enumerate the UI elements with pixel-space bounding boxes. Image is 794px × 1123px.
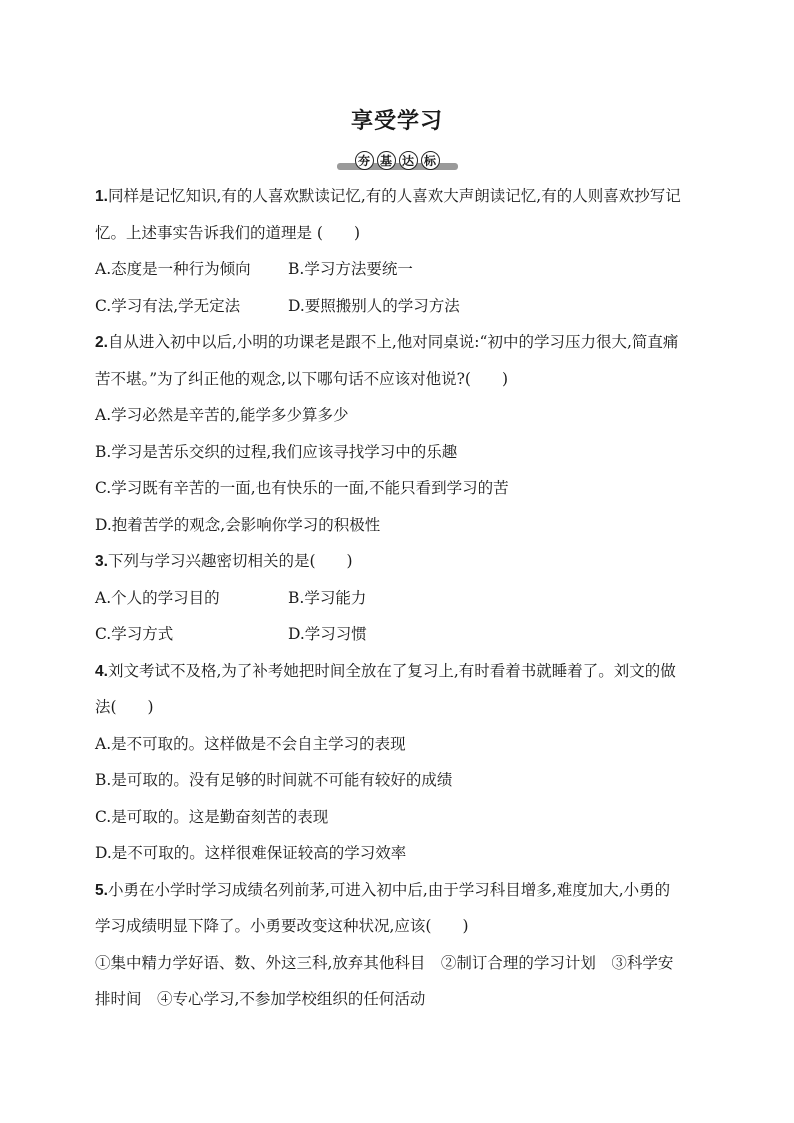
- option-a: A.是不可取的。这样做是不会自主学习的表现: [95, 734, 406, 753]
- question-number: 1.: [95, 188, 108, 205]
- option-d: D.要照搬别人的学习方法: [288, 296, 460, 315]
- option-row: [95, 580, 705, 617]
- question-text: 忆。上述事实告诉我们的道理是 ( ): [95, 223, 361, 242]
- option-row: [95, 251, 705, 288]
- question-list: [95, 178, 705, 1018]
- option-a: A.学习必然是辛苦的,能学多少算多少: [95, 406, 349, 424]
- question-text: 同样是记忆知识,有的人喜欢默读记忆,有的人喜欢大声朗读记忆,有的人则喜欢抄写记: [107, 187, 681, 205]
- question-2-stem: [95, 324, 705, 361]
- question-number: 3.: [95, 553, 108, 570]
- page-title: 享受学习: [350, 109, 443, 134]
- question-text: 苦不堪。”为了纠正他的观念,以下哪句话不应该对他说?( ): [95, 369, 509, 388]
- option-c: C.是可取的。这是勤奋刻苦的表现: [95, 807, 329, 826]
- option-d: D.抱着苦学的观念,会影响你学习的积极性: [95, 515, 381, 534]
- badge-char: 标: [421, 151, 440, 170]
- question-text: 学习成绩明显下降了。小勇要改变这种状况,应该( ): [95, 917, 469, 935]
- question-number: 5.: [95, 881, 108, 899]
- badge-char: 夯: [355, 151, 374, 170]
- question-1-stem: [95, 178, 705, 215]
- question-text: 刘文考试不及格,为了补考她把时间全放在了复习上,有时看着书就睡着了。刘文的做: [107, 661, 676, 680]
- question-statements: ①集中精力学好语、数、外这三科,放弃其他科目 ②制订合理的学习计划 ③科学安: [95, 953, 674, 972]
- badge-char: 基: [377, 151, 396, 170]
- question-number: 2.: [95, 334, 108, 351]
- question-number: 4.: [95, 662, 108, 680]
- question-text: 小勇在小学时学习成绩名列前茅,可进入初中后,由于学习科目增多,难度加大,小勇的: [107, 880, 671, 899]
- question-statements: 排时间 ④专心学习,不参加学校组织的任何活动: [95, 990, 426, 1008]
- badge-underline: [337, 163, 458, 170]
- option-b: B.学习能力: [288, 588, 367, 607]
- option-b: B.学习方法要统一: [288, 260, 413, 278]
- option-d: D.学习习惯: [288, 625, 367, 643]
- option-row: [95, 288, 705, 325]
- option-a: A.态度是一种行为倾向: [95, 260, 251, 278]
- option-b: B.是可取的。没有足够的时间就不可能有较好的成绩: [95, 771, 453, 789]
- section-badge: [0, 150, 794, 170]
- question-4-stem: [95, 653, 705, 690]
- question-3-stem: [95, 543, 705, 580]
- question-text: 下列与学习兴趣密切相关的是( ): [107, 552, 353, 570]
- option-d: D.是不可取的。这样很难保证较高的学习效率: [95, 844, 407, 862]
- option-a: A.个人的学习目的: [95, 588, 220, 607]
- option-c: C.学习有法,学无定法: [95, 296, 241, 315]
- question-text: 自从进入初中以后,小明的功课老是跟不上,他对同桌说:“初中的学习压力很大,简直痛: [107, 333, 679, 351]
- badge-char: 达: [399, 151, 418, 170]
- option-c: C.学习方式: [95, 625, 174, 643]
- question-5-stem: [95, 872, 705, 909]
- option-b: B.学习是苦乐交织的过程,我们应该寻找学习中的乐趣: [95, 442, 458, 461]
- option-row: [95, 616, 705, 653]
- question-text: 法( ): [95, 698, 154, 716]
- option-c: C.学习既有辛苦的一面,也有快乐的一面,不能只看到学习的苦: [95, 479, 509, 497]
